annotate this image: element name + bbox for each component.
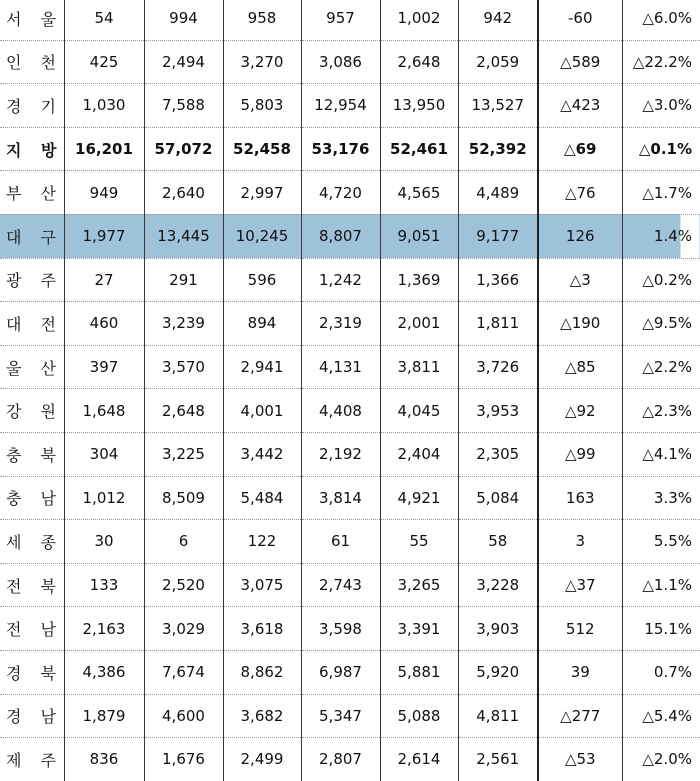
value-cell: 3,225 — [144, 432, 223, 476]
value-cell: 7,674 — [144, 650, 223, 694]
value-cell: 122 — [223, 520, 301, 564]
value-cell: 2,305 — [458, 432, 538, 476]
value-cell: 52,458 — [223, 127, 301, 171]
table-row — [0, 214, 700, 258]
table-row — [0, 607, 700, 651]
value-cell: 2,192 — [301, 432, 380, 476]
region-name-cell: 부 산 — [0, 171, 64, 215]
value-cell: 5,803 — [223, 84, 301, 128]
value-cell: 52,392 — [458, 127, 538, 171]
value-cell: 2,807 — [301, 738, 380, 781]
value-cell: 3,953 — [458, 389, 538, 433]
value-cell: △423 — [538, 84, 622, 128]
value-cell: 1,002 — [380, 0, 458, 40]
value-cell: 3,270 — [223, 40, 301, 84]
value-cell: 16,201 — [64, 127, 144, 171]
value-cell: 53,176 — [301, 127, 380, 171]
value-cell: 3,903 — [458, 607, 538, 651]
value-cell: 133 — [64, 563, 144, 607]
value-cell: 1,676 — [144, 738, 223, 781]
value-cell: 291 — [144, 258, 223, 302]
value-cell: 4,811 — [458, 694, 538, 738]
value-cell: △1.1% — [622, 563, 700, 607]
value-cell: 596 — [223, 258, 301, 302]
value-cell: 958 — [223, 0, 301, 40]
value-cell: 2,941 — [223, 345, 301, 389]
value-cell: 10,245 — [223, 214, 301, 258]
value-cell: 942 — [458, 0, 538, 40]
value-cell: 2,059 — [458, 40, 538, 84]
value-cell: 3.3% — [622, 476, 700, 520]
value-cell: 5,484 — [223, 476, 301, 520]
value-cell: 3,811 — [380, 345, 458, 389]
table-row — [0, 171, 700, 215]
value-cell: 4,921 — [380, 476, 458, 520]
value-cell: △5.4% — [622, 694, 700, 738]
value-cell: △589 — [538, 40, 622, 84]
value-cell: 0.7% — [622, 650, 700, 694]
region-name-cell: 대 전 — [0, 302, 64, 346]
region-name-cell: 서 울 — [0, 0, 64, 40]
value-cell: 1,030 — [64, 84, 144, 128]
value-cell: 9,051 — [380, 214, 458, 258]
value-cell: 55 — [380, 520, 458, 564]
value-cell: 894 — [223, 302, 301, 346]
value-cell: 3,442 — [223, 432, 301, 476]
value-cell: △53 — [564, 750, 596, 769]
value-cell: 3,570 — [144, 345, 223, 389]
value-cell: 3 — [538, 520, 622, 564]
value-cell: 5,881 — [380, 650, 458, 694]
value-cell: △0.2% — [622, 258, 700, 302]
value-cell: 2,520 — [144, 563, 223, 607]
region-name-cell: 울 산 — [0, 345, 64, 389]
value-cell: 4,565 — [380, 171, 458, 215]
value-cell: 6 — [144, 520, 223, 564]
value-cell: 4,408 — [301, 389, 380, 433]
value-cell: 13,445 — [144, 214, 223, 258]
value-cell: △3.0% — [622, 84, 700, 128]
value-cell: △2.2% — [622, 345, 700, 389]
value-cell: 3,598 — [301, 607, 380, 651]
region-name-cell: 제 주 — [6, 750, 63, 770]
value-cell: 30 — [64, 520, 144, 564]
value-cell: 5,084 — [458, 476, 538, 520]
value-cell: 126 — [538, 214, 622, 258]
value-cell: 1,366 — [458, 258, 538, 302]
region-name-cell: 대 구 — [0, 214, 64, 258]
table-row — [0, 127, 700, 171]
table-row — [0, 258, 700, 302]
value-cell: 27 — [64, 258, 144, 302]
value-cell: 54 — [64, 0, 144, 40]
value-cell: 2,561 — [458, 738, 538, 781]
table-row — [0, 738, 700, 781]
value-cell: 2,001 — [380, 302, 458, 346]
region-name-cell: 충 남 — [0, 476, 64, 520]
region-name-cell: 경 북 — [0, 650, 64, 694]
value-cell: △69 — [538, 127, 622, 171]
value-cell: 3,228 — [458, 563, 538, 607]
value-cell: 13,950 — [380, 84, 458, 128]
value-cell: 397 — [64, 345, 144, 389]
value-cell: △0.1% — [622, 127, 700, 171]
value-cell: 15.1% — [622, 607, 700, 651]
value-cell: △4.1% — [622, 432, 700, 476]
value-cell: 8,509 — [144, 476, 223, 520]
value-cell: 5,920 — [458, 650, 538, 694]
value-cell: △190 — [538, 302, 622, 346]
value-cell: 5,347 — [301, 694, 380, 738]
value-cell: 2,404 — [380, 432, 458, 476]
value-cell: 12,954 — [301, 84, 380, 128]
value-cell: 4,386 — [64, 650, 144, 694]
value-cell: △2.0% — [622, 738, 700, 781]
region-name-cell: 충 북 — [0, 432, 64, 476]
value-cell: 5,088 — [380, 694, 458, 738]
region-name-cell: 인 천 — [0, 40, 64, 84]
value-cell: 4,600 — [144, 694, 223, 738]
value-cell: 304 — [64, 432, 144, 476]
value-cell: 1,977 — [64, 214, 144, 258]
region-name-cell: 세 종 — [0, 520, 64, 564]
value-cell: 1,242 — [301, 258, 380, 302]
value-cell: 2,743 — [301, 563, 380, 607]
value-cell: 3,265 — [380, 563, 458, 607]
value-cell: 2,499 — [223, 738, 301, 781]
table-row — [0, 345, 700, 389]
value-cell: 13,527 — [458, 84, 538, 128]
value-cell: 949 — [64, 171, 144, 215]
value-cell: 2,494 — [144, 40, 223, 84]
table-row — [0, 302, 700, 346]
region-name-cell: 전 북 — [0, 563, 64, 607]
value-cell: 2,648 — [380, 40, 458, 84]
value-cell: 2,997 — [223, 171, 301, 215]
value-cell: 163 — [538, 476, 622, 520]
value-cell: -60 — [538, 0, 622, 40]
region-name-cell: 강 원 — [0, 389, 64, 433]
value-cell: 3,086 — [301, 40, 380, 84]
table-row — [0, 84, 700, 128]
value-cell: 3,075 — [223, 563, 301, 607]
value-cell: 7,588 — [144, 84, 223, 128]
region-name-cell: 지 방 — [0, 127, 64, 171]
value-cell: 1,012 — [64, 476, 144, 520]
value-cell: △76 — [538, 171, 622, 215]
value-cell: 4,131 — [301, 345, 380, 389]
value-cell: 8,862 — [223, 650, 301, 694]
value-cell: 460 — [64, 302, 144, 346]
value-cell: 1,811 — [458, 302, 538, 346]
value-cell: 3,682 — [223, 694, 301, 738]
value-cell: 1,648 — [64, 389, 144, 433]
value-cell: 3,239 — [144, 302, 223, 346]
value-cell: 8,807 — [301, 214, 380, 258]
table-row — [0, 563, 700, 607]
value-cell: 957 — [301, 0, 380, 40]
value-cell: 1,369 — [380, 258, 458, 302]
value-cell: 61 — [301, 520, 380, 564]
value-cell: 2,614 — [380, 738, 458, 781]
value-cell: 5.5% — [622, 520, 700, 564]
value-cell: 2,319 — [301, 302, 380, 346]
value-cell: 58 — [458, 520, 538, 564]
value-cell: 3,814 — [301, 476, 380, 520]
value-cell: 836 — [64, 738, 144, 781]
value-cell: △99 — [538, 432, 622, 476]
value-cell: 4,489 — [458, 171, 538, 215]
table-row — [0, 432, 700, 476]
region-name-cell: 경 남 — [0, 694, 64, 738]
value-cell: 4,001 — [223, 389, 301, 433]
value-cell: 3,618 — [223, 607, 301, 651]
value-cell: △277 — [538, 694, 622, 738]
value-cell: 57,072 — [144, 127, 223, 171]
value-cell: 2,648 — [144, 389, 223, 433]
value-cell: 2,163 — [64, 607, 144, 651]
table-row — [0, 650, 700, 694]
value-cell: 6,987 — [301, 650, 380, 694]
region-name-cell: 광 주 — [0, 258, 64, 302]
value-cell: △2.3% — [622, 389, 700, 433]
value-cell: △92 — [538, 389, 622, 433]
value-cell: △1.7% — [622, 171, 700, 215]
value-cell: 39 — [538, 650, 622, 694]
table-row — [0, 476, 700, 520]
value-cell: 9,177 — [458, 214, 538, 258]
value-cell: 3,029 — [144, 607, 223, 651]
table-row — [0, 694, 700, 738]
value-cell: 994 — [144, 0, 223, 40]
value-cell: △6.0% — [622, 0, 700, 40]
value-cell: △37 — [538, 563, 622, 607]
region-name-cell: 전 남 — [0, 607, 64, 651]
value-cell: 3,726 — [458, 345, 538, 389]
table-row — [0, 0, 700, 40]
value-cell: 4,045 — [380, 389, 458, 433]
value-cell: △22.2% — [622, 40, 700, 84]
table-row — [0, 40, 700, 84]
value-cell: 4,720 — [301, 171, 380, 215]
value-cell: 1.4% — [622, 214, 700, 258]
table-row — [0, 520, 700, 564]
value-cell: △9.5% — [622, 302, 700, 346]
value-cell: 512 — [538, 607, 622, 651]
value-cell: △3 — [538, 258, 622, 302]
region-name-cell: 경 기 — [0, 84, 64, 128]
value-cell: 1,879 — [64, 694, 144, 738]
table-row — [0, 389, 700, 433]
value-cell: 3,391 — [380, 607, 458, 651]
value-cell: 52,461 — [380, 127, 458, 171]
value-cell: 425 — [64, 40, 144, 84]
value-cell: △85 — [538, 345, 622, 389]
value-cell: 2,640 — [144, 171, 223, 215]
